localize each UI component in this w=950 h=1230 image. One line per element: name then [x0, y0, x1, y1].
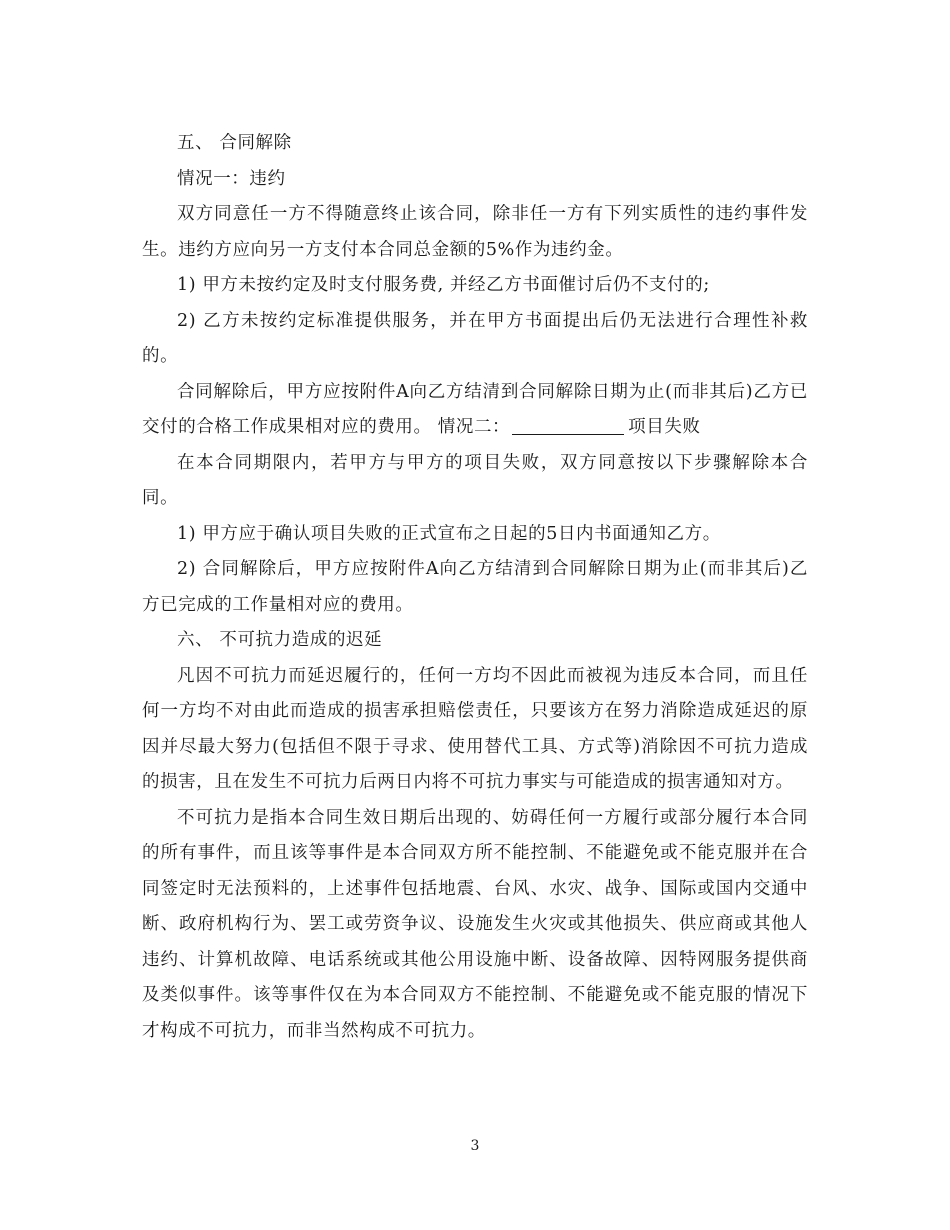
- settlement-text: 合同解除后，甲方应按附件A向乙方结清到合同解除日期为止(而非其后)乙方已交付的合格工作成果相对应的费用。 情况二：: [142, 381, 808, 437]
- case-2-intro: 在本合同期限内，若甲方与甲方的项目失败，双方同意按以下步骤解除本合同。: [142, 452, 808, 508]
- case-2-item-1: 1) 甲方应于确认项目失败的正式宣布之日起的5日内书面通知乙方。: [177, 523, 721, 544]
- page-number: 3: [470, 1138, 480, 1154]
- case-1-item-2: 2) 乙方未按约定标准提供服务，并在甲方书面提出后仍无法进行合理性补救的。: [142, 310, 808, 366]
- case-1-title: 情况一：违约: [177, 168, 286, 189]
- fill-in-blank: [512, 416, 624, 435]
- case-1-intro: 双方同意任一方不得随意终止该合同，除非任一方有下列实质性的违约事件发生。违约方应向另一方支付本合同总金额的5%作为违约金。: [142, 204, 808, 260]
- force-majeure-paragraph-2: 不可抗力是指本合同生效日期后出现的、妨碍任何一方履行或部分履行本合同的所有事件，而且该等事件是本合同双方所不能控制、不能避免或不能克服并在合同签定时无法预料的，上述事件包括地震、台风、水灾、战争、国际或国内交通中断、政府机构行为、罢工或劳资争议、设施发生火灾或其他损失、供应商或其他人违约、计算机故障、电话系统或其他公用设施中断、设备故障、因特网服务提供商及类似事件。该等事件仅在为本合同双方不能控制、不能避免或不能克服的情况下才构成不可抗力，而非当然构成不可抗力。: [142, 807, 808, 1041]
- case-1-item-1: 1) 甲方未按约定及时支付服务费, 并经乙方书面催讨后仍不支付的;: [177, 275, 710, 295]
- force-majeure-paragraph-1: 凡因不可抗力而延迟履行的，任何一方均不因此而被视为违反本合同，而且任何一方均不对由此而造成的损害承担赔偿责任，只要该方在努力消除造成延迟的原因并尽最大努力(包括但不限于寻求、使用替代工具、方式等)消除因不可抗力造成的损害，且在发生不可抗力后两日内将不可抗力事实与可能造成的损害通知对方。: [142, 665, 808, 792]
- section-5-heading: 五、 合同解除: [177, 133, 292, 153]
- document-body: [142, 126, 808, 1049]
- case-2-item-2: 2) 合同解除后，甲方应按附件A向乙方结清到合同解除日期为止(而非其后)乙方已完成的工作量相对应的费用。: [142, 559, 808, 615]
- case-2-title-suffix: 项目失败: [628, 417, 701, 437]
- section-6-heading: 六、 不可抗力造成的迟延: [177, 630, 383, 650]
- settlement-paragraph: [142, 375, 808, 446]
